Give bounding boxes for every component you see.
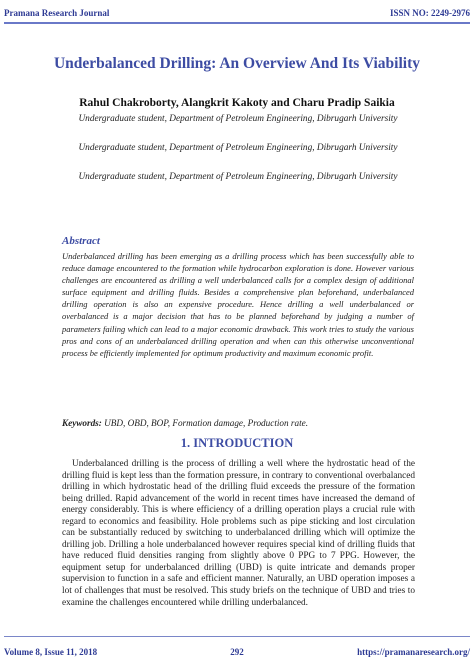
introduction-body: Underbalanced drilling is the process of drilling a well where the hydrostatic head of the drilling fluid is kept less than the formation pressure, in contrary to conventional overbalanced drilling in which hydrostatic head of the drilling fluid exceeds the pressure of the formation being drilled. Rapid advancement of the world in recent times have increased the demand of energy considerably. This is where efficiency of a drilling operation plays a crucial rule with regard to economics and feasibility. Hole problems such as pipe sticking and lost circulation can be substantially reduced by switching to underbalanced drilling which will optimize the drilling job. Drilling a hole underbalanced however requires special kind of drilling fluids that have reduced fluid densities ranging from slightly above 0 PPG to 7 PPG. However, the equipment setup for underbalanced drilling (UBD) is quite intricate and demands proper supervision to function in a safe and efficient manner. Naturally, an UBD operation imposes a lot of challenges that must be resolved. This study briefs on the technique of UBD and tries to examine the challenges encountered while drilling underbalanced.	[62, 459, 415, 608]
footer-divider	[4, 636, 470, 637]
header-divider	[4, 22, 470, 24]
keywords-label: Keywords:	[62, 418, 102, 428]
journal-name: Pramana Research Journal	[4, 8, 110, 18]
author-list: Rahul Chakroborty, Alangkrit Kakoty and Charu Pradip Saikia	[79, 97, 395, 109]
abstract-body: Underbalanced drilling has been emerging as a drilling process which has been successfully able to reduce damage encountered to the formation while hydrocarbon exploration is done. However various challenges are encountered as drilling a well underbalanced calls for a complex design of additional surface equipment and drilling fluids. Besides a comprehensive plan beforehand, underbalanced drilling operation is also an expensive procedure. Hence drilling a well underbalanced or overbalanced is a major decision that has to be planned beforehand by judging a number of parameters failing which can lead to a major economic drawback. This work tries to study the various pros and cons of an underbalanced drilling operation and when can this otherwise unconventional process be efficiently implemented for optimum productivity and maximum economic profit.	[62, 251, 414, 358]
journal-website-link[interactable]: https://pramanaresearch.org/	[357, 647, 470, 657]
affiliation-2: Undergraduate student, Department of Petroleum Engineering, Dibrugarh University	[78, 143, 398, 153]
page-number: 292	[230, 647, 244, 657]
page-footer	[4, 647, 470, 661]
affiliation-3: Undergraduate student, Department of Petroleum Engineering, Dibrugarh University	[78, 172, 398, 182]
keywords-line	[62, 418, 422, 428]
keywords-value: UBD, OBD, BOP, Formation damage, Production rate.	[101, 418, 308, 428]
journal-header	[4, 8, 470, 22]
volume-issue: Volume 8, Issue 11, 2018	[4, 647, 98, 657]
paper-title: Underbalanced Drilling: An Overview And Its Viability	[53, 55, 420, 72]
section-heading-introduction: 1. INTRODUCTION	[180, 436, 294, 450]
affiliation-1: Undergraduate student, Department of Petroleum Engineering, Dibrugarh University	[78, 114, 398, 124]
issn-number: ISSN NO: 2249-2976	[389, 8, 470, 18]
abstract-heading: Abstract	[62, 235, 100, 247]
